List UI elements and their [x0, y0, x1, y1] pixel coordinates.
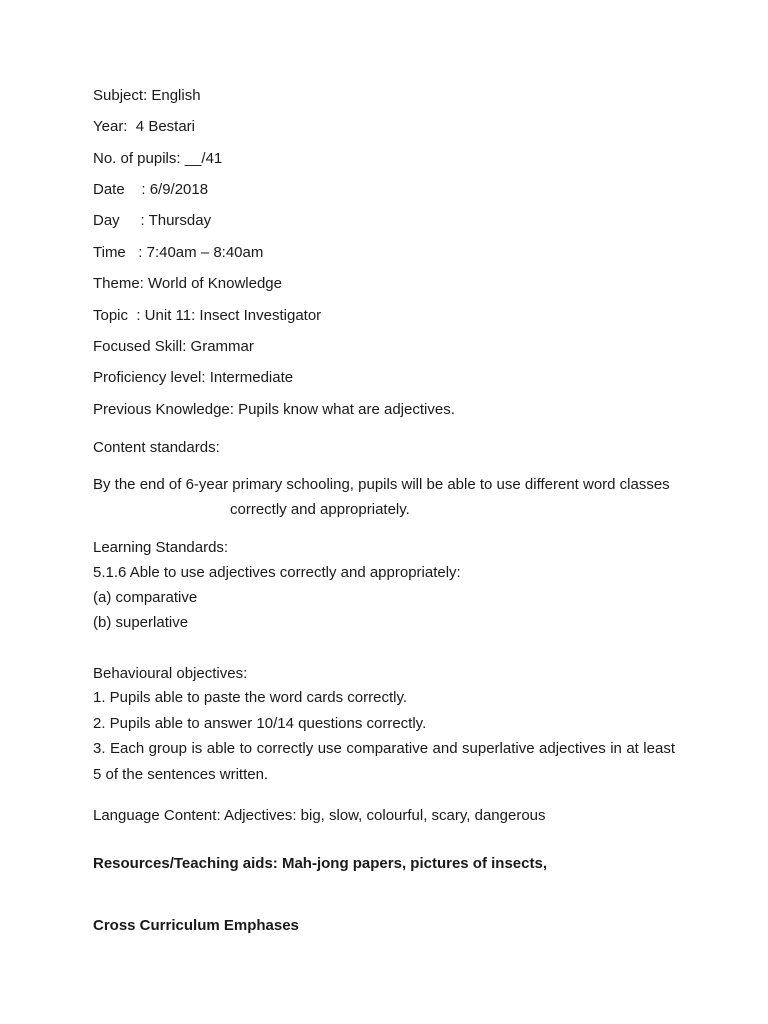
date-line: Date : 6/9/2018 — [93, 181, 209, 198]
resources-line: Resources/Teaching aids: Mah-jong papers, pictures of insects, — [93, 855, 547, 872]
proficiency-line: Proficiency level: Intermediate — [93, 369, 294, 386]
pupils-line: No. of pupils: __/41 — [93, 150, 223, 167]
content-standards-heading: Content standards: — [93, 439, 220, 456]
topic-line: Topic : Unit 11: Insect Investigator — [93, 307, 322, 324]
focused-skill-line: Focused Skill: Grammar — [93, 338, 254, 355]
objective-3: 3. Each group is able to correctly use comparative and superlative adjectives in at least 5 of the sentences written. — [93, 740, 675, 783]
day-line: Day : Thursday — [93, 212, 212, 229]
previous-knowledge-line: Previous Knowledge: Pupils know what are adjectives. — [93, 401, 455, 418]
learning-standard-sub-a: (a) comparative — [93, 589, 198, 606]
content-standards-text-1: By the end of 6-year primary schooling, pupils will be able to use different word classes — [93, 476, 670, 493]
learning-standards-heading: Learning Standards: — [93, 539, 229, 556]
objective-2: 2. Pupils able to answer 10/14 questions correctly. — [93, 715, 427, 732]
subject-line: Subject: English — [93, 87, 201, 104]
learning-standard-sub-b: (b) superlative — [93, 614, 189, 631]
behavioural-objectives-heading: Behavioural objectives: — [93, 665, 248, 682]
cross-curriculum-heading: Cross Curriculum Emphases — [93, 917, 299, 934]
time-line: Time : 7:40am – 8:40am — [93, 244, 264, 261]
learning-standard-item: 5.1.6 Able to use adjectives correctly and appropriately: — [93, 564, 461, 581]
content-standards-text-2: correctly and appropriately. — [230, 501, 410, 518]
theme-line: Theme: World of Knowledge — [93, 275, 282, 292]
language-content-line: Language Content: Adjectives: big, slow, colourful, scary, dangerous — [93, 807, 546, 824]
year-line: Year: 4 Bestari — [93, 118, 196, 135]
objective-1: 1. Pupils able to paste the word cards correctly. — [93, 689, 408, 706]
